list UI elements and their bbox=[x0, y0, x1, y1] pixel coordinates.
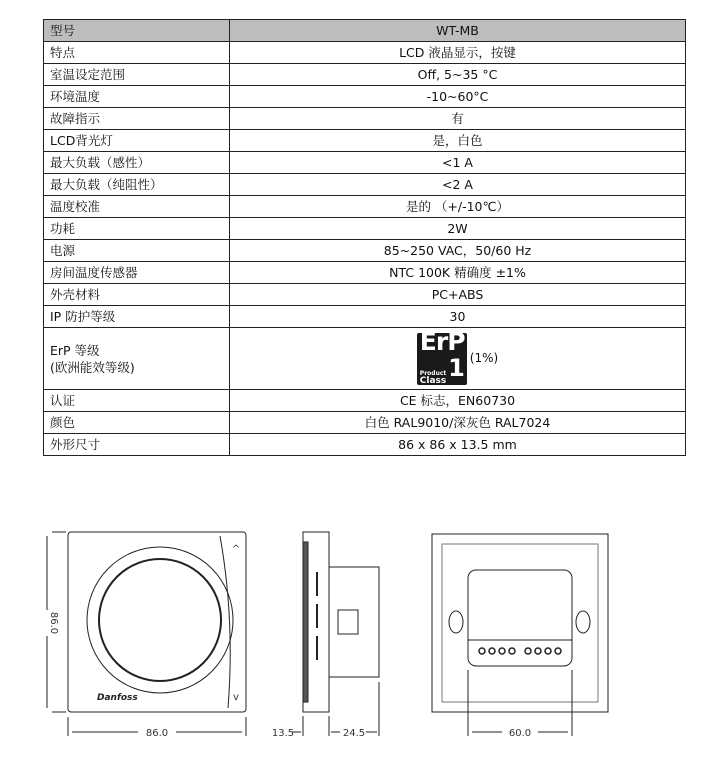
spec-key: 室温设定范围 bbox=[44, 64, 230, 86]
spec-key-erp bbox=[44, 328, 230, 390]
side-body-label: 24.5 bbox=[342, 728, 366, 739]
table-row bbox=[44, 390, 686, 412]
spec-value: WT-MB bbox=[230, 20, 686, 42]
table-row bbox=[44, 412, 686, 434]
spec-key: 认证 bbox=[44, 390, 230, 412]
erp-badge bbox=[417, 326, 467, 386]
erp-key-line2: (欧洲能效等级) bbox=[50, 359, 135, 375]
table-row bbox=[44, 262, 686, 284]
back-view bbox=[432, 534, 608, 736]
side-depth-label: 13.5 bbox=[271, 728, 295, 739]
front-dial-outer bbox=[87, 547, 233, 693]
back-inner-frame bbox=[442, 544, 598, 702]
spec-value: <2 A bbox=[230, 174, 686, 196]
spec-value: PC+ABS bbox=[230, 284, 686, 306]
front-dial-inner bbox=[99, 559, 221, 681]
front-height-label: 86.0 bbox=[48, 611, 59, 635]
table-row bbox=[44, 42, 686, 64]
spec-value: 30 bbox=[230, 306, 686, 328]
spec-key: 颜色 bbox=[44, 412, 230, 434]
erp-badge-class: Class bbox=[419, 375, 447, 386]
spec-key: IP 防护等级 bbox=[44, 306, 230, 328]
spec-value: 2W bbox=[230, 218, 686, 240]
spec-key: 特点 bbox=[44, 42, 230, 64]
table-row bbox=[44, 218, 686, 240]
back-outer-frame bbox=[432, 534, 608, 712]
table-row bbox=[44, 108, 686, 130]
spec-key: 温度校准 bbox=[44, 196, 230, 218]
erp-percent: (1%) bbox=[469, 351, 499, 365]
spec-key: 最大负载（感性） bbox=[44, 152, 230, 174]
front-view bbox=[47, 532, 246, 736]
table-row-erp bbox=[44, 328, 686, 390]
spec-value: 白色 RAL9010/深灰色 RAL7024 bbox=[230, 412, 686, 434]
spec-table bbox=[43, 19, 686, 456]
terminal-block bbox=[479, 648, 561, 654]
back-screw-hole-right bbox=[576, 611, 590, 633]
table-row bbox=[44, 20, 686, 42]
spec-value: <1 A bbox=[230, 152, 686, 174]
spec-key: 最大负载（纯阻性） bbox=[44, 174, 230, 196]
table-row bbox=[44, 196, 686, 218]
spec-value: 85~250 VAC，50/60 Hz bbox=[230, 240, 686, 262]
spec-value: 是的 （+/-10℃） bbox=[230, 196, 686, 218]
erp-badge-number: 1 bbox=[448, 353, 465, 382]
spec-key: 外壳材料 bbox=[44, 284, 230, 306]
erp-key-line1: ErP 等级 bbox=[50, 342, 100, 358]
spec-value: CE 标志，EN60730 bbox=[230, 390, 686, 412]
erp-label bbox=[417, 326, 499, 386]
spec-key: LCD背光灯 bbox=[44, 130, 230, 152]
side-body bbox=[329, 567, 379, 677]
table-row bbox=[44, 306, 686, 328]
spec-value: Off, 5~35 °C bbox=[230, 64, 686, 86]
spec-value: 是，白色 bbox=[230, 130, 686, 152]
dimension-drawings bbox=[0, 510, 713, 761]
brand-logo: Danfoss bbox=[97, 693, 138, 703]
table-row bbox=[44, 434, 686, 456]
front-width-label: 86.0 bbox=[145, 728, 169, 739]
spec-key: 功耗 bbox=[44, 218, 230, 240]
spec-key: 房间温度传感器 bbox=[44, 262, 230, 284]
spec-value: -10~60°C bbox=[230, 86, 686, 108]
side-clip bbox=[338, 610, 358, 634]
back-width-label: 60.0 bbox=[508, 728, 532, 739]
arrow-down-icon: v bbox=[233, 692, 239, 703]
spec-value: 86 x 86 x 13.5 mm bbox=[230, 434, 686, 456]
table-row bbox=[44, 152, 686, 174]
table-row bbox=[44, 284, 686, 306]
table-row bbox=[44, 130, 686, 152]
erp-badge-text: ErP bbox=[419, 326, 465, 356]
spec-key: 故障指示 bbox=[44, 108, 230, 130]
table-row bbox=[44, 174, 686, 196]
table-row bbox=[44, 64, 686, 86]
spec-value-erp bbox=[230, 328, 686, 390]
spec-value: LCD 液晶显示，按键 bbox=[230, 42, 686, 64]
erp-badge-product: Product bbox=[419, 369, 447, 377]
spec-value: 有 bbox=[230, 108, 686, 130]
spec-key: 电源 bbox=[44, 240, 230, 262]
side-edge bbox=[303, 542, 308, 702]
side-view bbox=[292, 532, 379, 736]
spec-key: 型号 bbox=[44, 20, 230, 42]
table-row bbox=[44, 86, 686, 108]
spec-value: NTC 100K 精确度 ±1% bbox=[230, 262, 686, 284]
back-screw-hole-left bbox=[449, 611, 463, 633]
arrow-up-icon: ^ bbox=[231, 544, 241, 555]
table-row bbox=[44, 240, 686, 262]
spec-key: 环境温度 bbox=[44, 86, 230, 108]
spec-key: 外形尺寸 bbox=[44, 434, 230, 456]
